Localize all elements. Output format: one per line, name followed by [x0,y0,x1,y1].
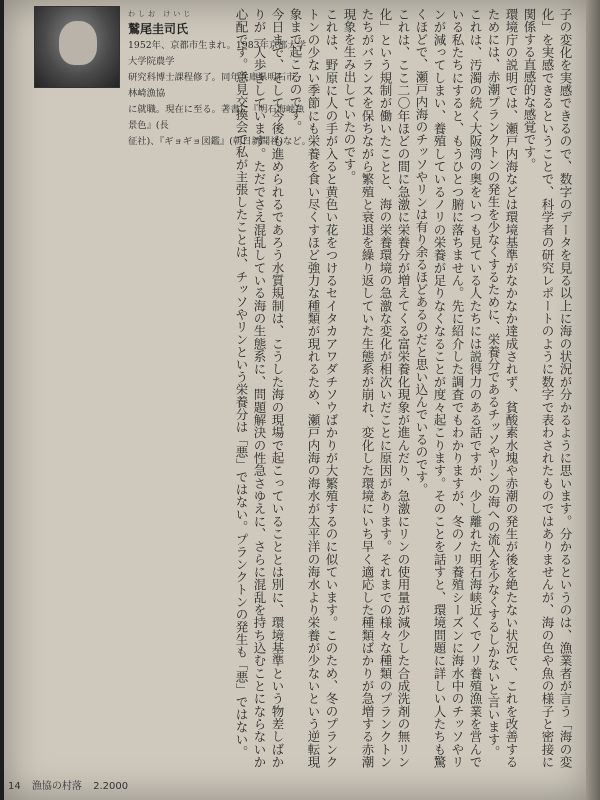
page-footer [8,777,136,792]
paragraph: これは、汚濁の続く大阪湾の奥をいつも見ている人たちには説得力のある話ですが、少し離れた明石海峡近くでノリ養殖漁業を営んでいる私たちにすると、もうひとつ腑に落ちません。先に紹介した調査でもわかりますが、冬のノリ養殖シーズンに海水中のチッソやリンが減ってしまい、養殖しているノリの栄養が足りなくなることが度々起こります。そのことを話すと、環境問題に詳しい人たちも驚くほどで、瀬戸内海のチッソやリンは有り余るほどあるのだと思い込んでいるのです。 [414,8,483,768]
page-number: 14 [8,781,21,792]
paragraph: 今日まで、そして今後も進められるであろう水質規制は、こうした海の現場で起こっていることとは別に、環境基準という物差しばかりが一人歩きしています。ただでさえ混乱している海の生態系に、問題解決の性急さゆえに、さらに混乱を持ち込むことにならないか心配です。意見交換会で私が主張したことは、チッソやリンという栄養分は「悪」ではない。プランクトンの発生も「悪」ではない。 [234,8,285,768]
paragraph: 子の変化を実感できるので、数字のデータを見る以上に海の状況が分かるように思います。分かるというのは、漁業者が言う「海の変化」を実感できるということで、科学者の研究レポートのように数字で表わされたものではありませんが、海の色や魚の様子と密接に関係する直感的な感覚です。 [522,8,573,768]
binding-edge [586,0,600,800]
magazine-title: 漁協の村落 [31,781,82,792]
paragraph: 環境庁の説明では、瀬戸内海などは環境基準がなかなか達成されず、貧酸素水塊や赤潮の発生が後を絶たない状況で、これを改善するためには、赤潮プランクトンの発生を少なくするために、栄養分であるチッソやリンの海への流入を少なくするしかないと言います。 [486,8,519,768]
author-face [59,21,97,65]
paragraph: これは、野原に人の手が入ると黄色い花をつけるセイタカアワダチソウばかりが大繁殖するのに似ています。このため、冬のプランクトンの少ない季節にも栄養を食い尽くすほど強力な種類が現れるため、瀬戸内海の海水が太平洋の海水より栄養が少ないという逆転現象まで起こるのです。 [288,8,339,768]
issue-date: 2.2000 [93,781,129,792]
article-body [174,8,574,768]
author-photo [34,6,120,88]
paragraph: これは、ここ二〇年ほどの間に急激に栄養分が増えてくる富栄養化現象が進んだり、急激にリンの使用量が減少した合成洗剤の無リン化」という規制が働いたことと、海の栄養環境の急激な変化が相次いだことに原因があります。それまでの様々な種類のプランクトンたちがバランスを保ちながら繁殖と衰退を繰り返していた生態系が崩れ、変化した環境にいち早く適応した種類ばかりが急増する赤潮現象を生み出していたのです。 [342,8,411,768]
magazine-page [4,0,592,800]
author-name-ruby: わしお けいじ [128,10,194,18]
author-name: 鷲尾圭司氏 [128,22,189,36]
author-bio: 1952年、京都市生まれ。1983年京都大学大学院農学 研究科博士課程修了。同年兵庫県明石市・林崎漁協 に就職。現在に至る。著書に『明石海峡魚景色』(長 征社)、『ギョギョ図鑑』(朝日新聞社)など。 [128,40,311,147]
